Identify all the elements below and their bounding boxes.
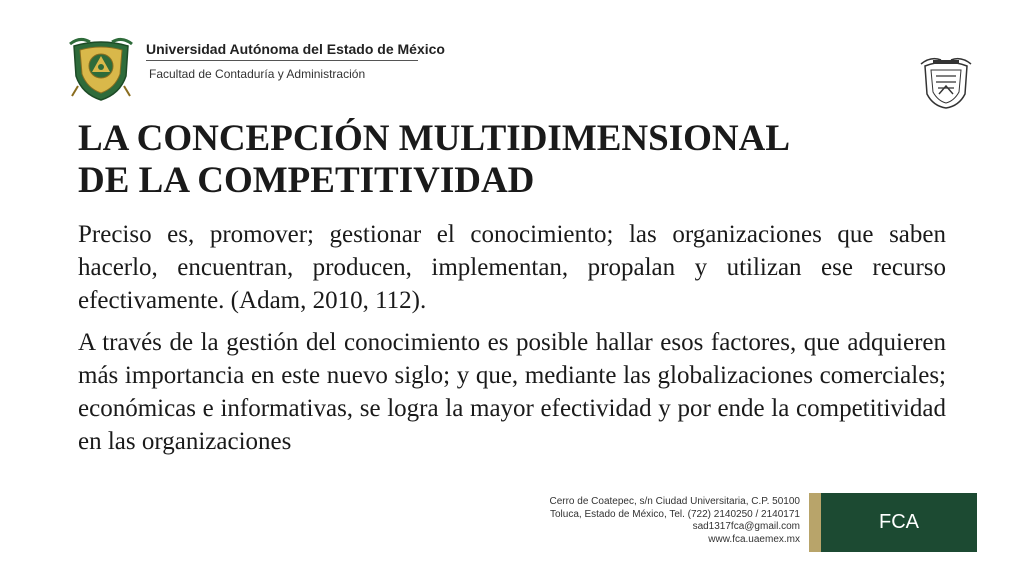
fca-crest-icon xyxy=(917,54,975,110)
fca-badge: FCA xyxy=(821,493,977,552)
email-line: sad1317fca@gmail.com xyxy=(692,521,800,532)
faculty-name: Facultad de Contaduría y Administración xyxy=(149,67,366,81)
website-line: www.fca.uaemex.mx xyxy=(708,533,800,545)
title-line-1: LA CONCEPCIÓN MULTIDIMENSIONAL xyxy=(78,118,791,159)
footer-gold-stripe xyxy=(809,493,821,552)
paragraph-2: A través de la gestión del conocimiento es posible hallar esos factores, que adquieren más importancia en este nuevo siglo; y que, mediante las globalizaciones comerciales; económicas e informativas, se logra la mayor efectividad y por ende la competitividad en las organizaciones xyxy=(78,329,946,455)
paragraph-1: Preciso es, promover; gestionar el conocimiento; las organizaciones que saben hacerlo, encuentran, producen, implementan, propalan y utilizan ese recurso efectivamente. (Adam, 2010, 112). xyxy=(78,221,946,314)
header-divider xyxy=(146,60,418,61)
slide-title xyxy=(78,118,948,202)
address-line: Cerro de Coatepec, s/n Ciudad Universitaria, C.P. 50100 xyxy=(549,496,800,507)
university-name: Universidad Autónoma del Estado de México xyxy=(146,41,445,57)
uaemex-shield-icon xyxy=(68,36,134,102)
footer-address xyxy=(549,496,800,546)
slide-body xyxy=(78,218,946,467)
title-line-2: DE LA COMPETITIVIDAD xyxy=(78,160,535,201)
city-phone-line: Toluca, Estado de México, Tel. (722) 2140250 / 2140171 xyxy=(550,508,800,520)
